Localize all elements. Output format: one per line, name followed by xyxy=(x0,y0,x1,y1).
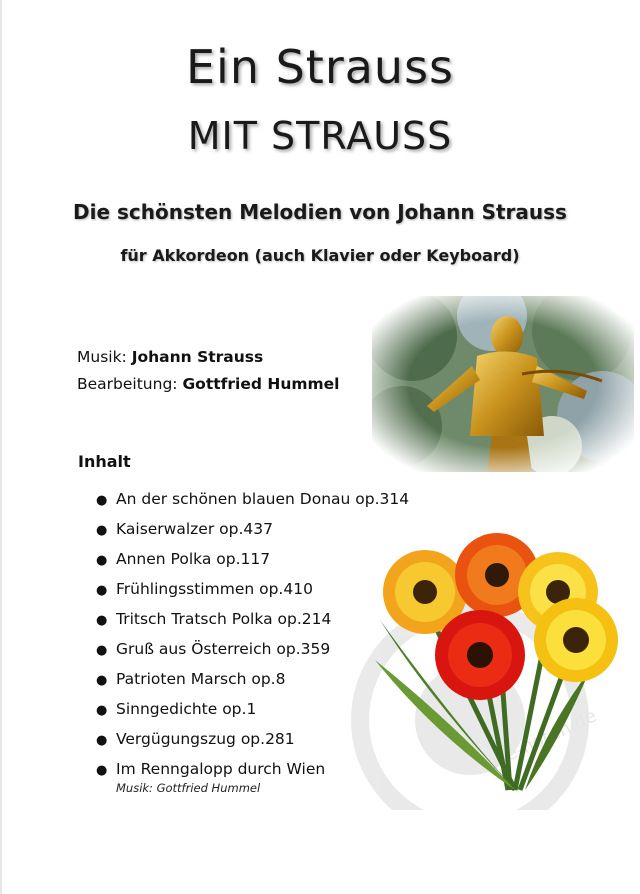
composer-label: Musik: xyxy=(77,348,127,366)
list-item: ● Tritsch Tratsch Polka op.214 xyxy=(96,604,409,634)
title-line-2: MIT STRAUSS xyxy=(187,114,453,158)
list-item: ● Sinngedichte op.1 xyxy=(96,694,409,724)
arranger-name: Gottfried Hummel xyxy=(182,375,340,393)
list-item: ● Vergügungszug op.281 xyxy=(96,724,409,754)
list-item: ● Gruß aus Österreich op.359 xyxy=(96,634,409,664)
arranger-line xyxy=(77,371,339,398)
composer-line xyxy=(77,344,339,371)
bullet-icon: ● xyxy=(96,493,108,508)
list-item: ● Patrioten Marsch op.8 xyxy=(96,664,409,694)
bullet-icon: ● xyxy=(96,583,108,598)
contents-heading: Inhalt xyxy=(78,452,131,471)
credits xyxy=(77,344,339,398)
bullet-icon: ● xyxy=(96,553,108,568)
instrumentation: für Akkordeon (auch Klavier oder Keyboard) xyxy=(120,246,520,265)
gerbera-bouquet-image xyxy=(340,520,630,810)
list-item: ● Annen Polka op.117 xyxy=(96,544,409,574)
watermark-text: alle-noten.de xyxy=(483,705,600,775)
list-item: ● An der schönen blauen Donau op.314 xyxy=(96,484,409,514)
bullet-icon: ● xyxy=(96,673,108,688)
flower-yellow-right xyxy=(534,598,618,682)
title-line-1: Ein Strauss xyxy=(185,40,455,94)
bullet-icon: ● xyxy=(96,613,108,628)
composer-name: Johann Strauss xyxy=(131,348,264,366)
bullet-icon: ● xyxy=(96,523,108,538)
bullet-icon: ● xyxy=(96,703,108,718)
flower-red-center xyxy=(435,610,525,700)
list-item: ● Im Renngalopp durch Wien xyxy=(96,754,409,784)
list-item: ● Frühlingsstimmen op.410 xyxy=(96,574,409,604)
list-item: ● Kaiserwalzer op.437 xyxy=(96,514,409,544)
bullet-icon: ● xyxy=(96,643,108,658)
bullet-icon: ● xyxy=(96,763,108,778)
subtitle: Die schönsten Melodien von Johann Strauss xyxy=(73,200,567,224)
strauss-statue-photo xyxy=(372,296,634,472)
last-item-credit: Musik: Gottfried Hummel xyxy=(116,781,261,795)
bullet-icon: ● xyxy=(96,733,108,748)
arranger-label: Bearbeitung: xyxy=(77,375,178,393)
